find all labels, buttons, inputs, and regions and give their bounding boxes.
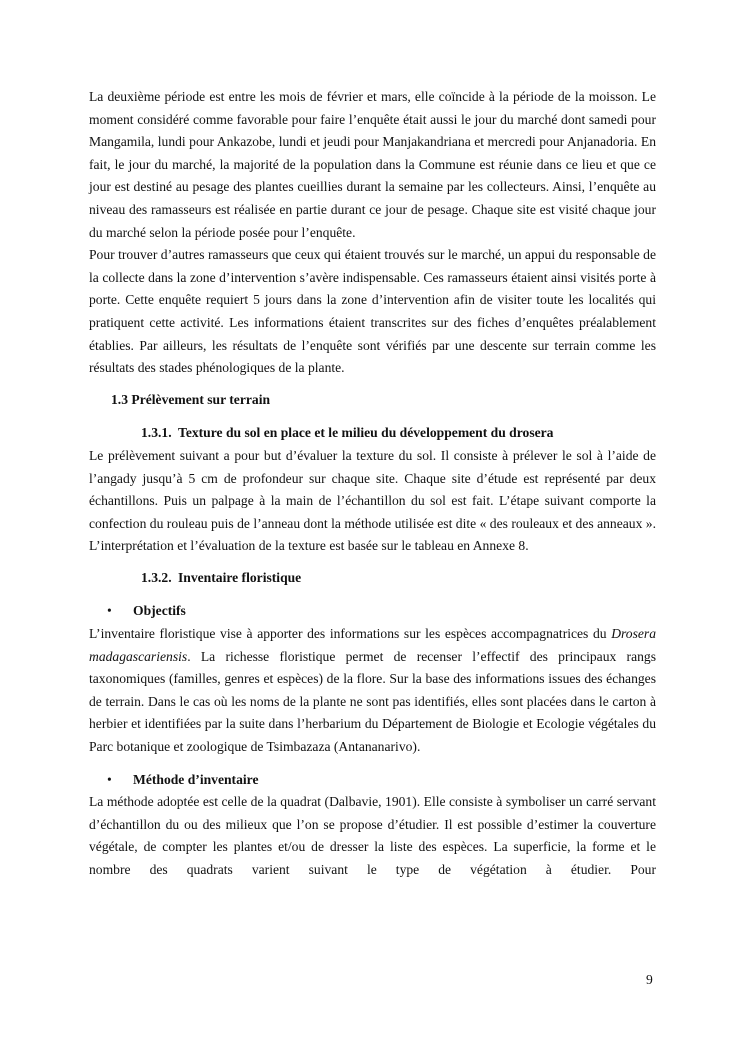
bullet-label: Objectifs: [133, 603, 186, 619]
text-run: L’inventaire floristique vise à apporter des informations sur les espèces accompagnatrices du: [89, 626, 612, 642]
paragraph-marche: La deuxième période est entre les mois de février et mars, elle coïncide à la période de la moisson. Le moment considéré comme favorable pour faire l’enquête était aussi le jour du marché dont samedi pour Mangamila, lundi pour Ankazobe, lundi et jeudi pour Manjakandriana et mercredi pour Anjanadoria. En fait, le jour du marché, la majorité de la population dans la Commune est réunie dans ce lieu et que ce jour est destiné au pesage des plantes cueillies durant la semaine par les collecteurs. Ainsi, l’enquête au niveau des ramasseurs est réalisée en partie durant ce jour de pesage. Chaque site est visité chaque jour du marché selon la période posée pour l’enquête.: [89, 89, 656, 240]
subsection-heading-1-3-1: [141, 422, 656, 445]
paragraph-objectifs: [89, 623, 656, 759]
paragraph-methode: La méthode adoptée est celle de la quadrat (Dalbavie, 1901). Elle consiste à symboliser un carré servant d’échantillon du ou des milieux que l’on se propose d’étudier. Il est possible d’estimer la couverture végétale, de compter les plantes et/ou de dresser la liste des espèces. La superficie, la forme et le nombre des quadrats varient suivant le type de végétation à étudier. Pour: [89, 794, 656, 877]
paragraph-ramasseurs: Pour trouver d’autres ramasseurs que ceux qui étaient trouvés sur le marché, un appui du responsable de la collecte dans la zone d’intervention s’avère indispensable. Ces ramasseurs étaient ainsi visités porte à porte. Cette enquête requiert 5 jours dans la zone d’intervention afin de visiter toute les localités qui pratiquent cette activité. Les informations étaient transcrites sur des fiches d’enquêtes préalablement établies. Par ailleurs, les résultats de l’enquête sont vérifiés par une descente sur terrain comme les résultats des stades phénologiques de la plante.: [89, 247, 656, 376]
subsection-title: Texture du sol en place et le milieu du développement du drosera: [178, 425, 554, 441]
bullet-icon: •: [107, 603, 112, 619]
bullet-methode: [107, 769, 656, 792]
subsection-heading-1-3-2: [141, 567, 656, 590]
paragraph-texture-sol: Le prélèvement suivant a pour but d’évaluer la texture du sol. Il consiste à prélever le sol à l’aide de l’angady jusqu’à 5 cm de profondeur sur chaque site. Chaque site d’étude est représenté par deux échantillons. Puis un palpage à la main de l’échantillon du sol est fait. L’étape suivant comporte la confection du rouleau puis de l’anneau dont la méthode utilisée est dite « des rouleaux et des anneaux ». L’interprétation et l’évaluation de la texture est basée sur le tableau en Annexe 8.: [89, 447, 656, 554]
species-name: Drosera madagascariensis: [89, 626, 656, 664]
bullet-label: Méthode d’inventaire: [133, 771, 259, 787]
text-run: . La richesse floristique permet de recenser l’effectif des principaux rangs taxonomiques (familles, genres et espèces) de la flore. Sur la base des informations issues des échanges de terrain. Dans le cas où les noms de la plante ne sont pas identifiés, elles sont placées dans le carton à herbier et identifiées par la suite dans l’herbarium du Département de Biologie et Ecologie végétales du Parc botanique et zoologique de Tsimbazaza (Antananarivo).: [89, 648, 656, 755]
page-number: 9: [646, 972, 653, 987]
subsection-number: 1.3.2.: [141, 569, 172, 585]
section-heading-1-3: 1.3 Prélèvement sur terrain: [111, 391, 271, 407]
bullet-icon: •: [107, 771, 112, 787]
subsection-title: Inventaire floristique: [178, 569, 302, 585]
bullet-objectifs: [107, 600, 656, 623]
subsection-number: 1.3.1.: [141, 425, 172, 441]
document-body: [89, 86, 656, 882]
